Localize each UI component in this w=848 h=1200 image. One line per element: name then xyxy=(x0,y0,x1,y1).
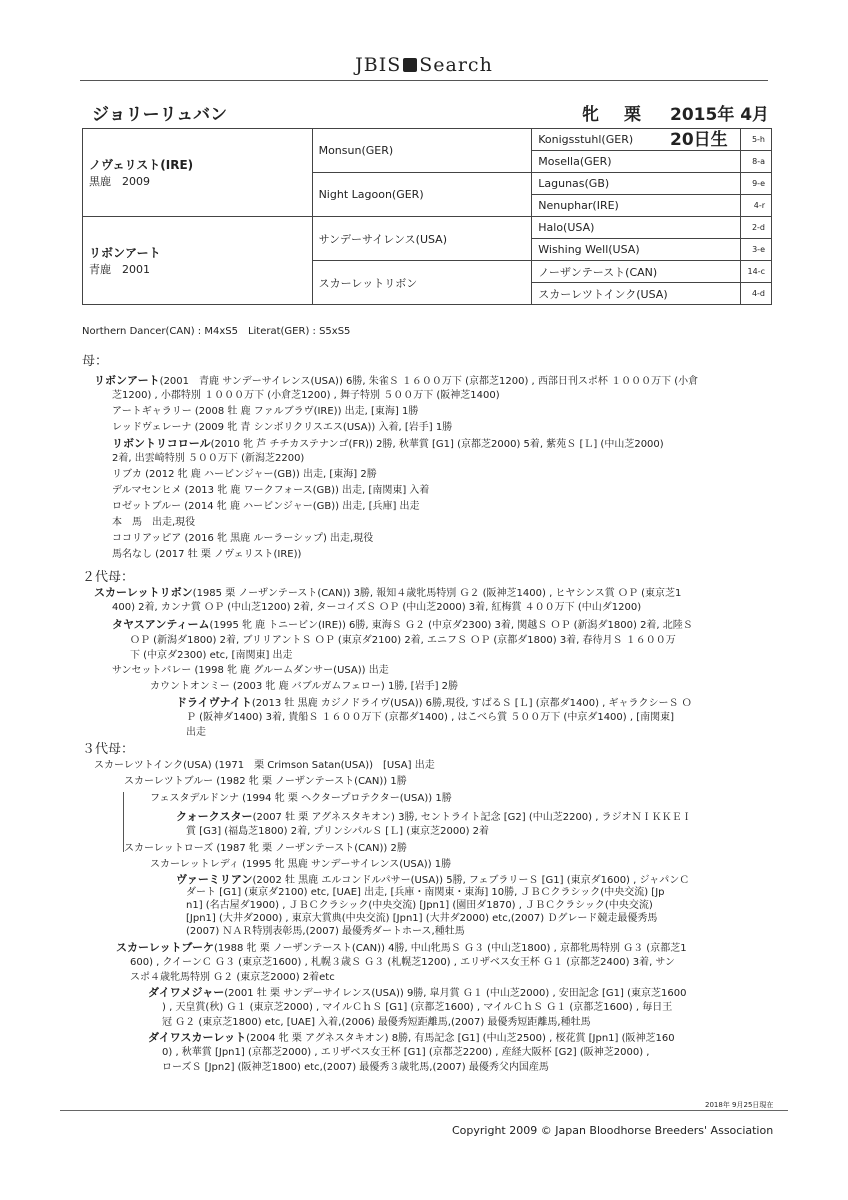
family-number: 9-e xyxy=(741,173,772,195)
record-entry-named xyxy=(148,1030,675,1046)
record-text: (1995 牝 鹿 トニービン(IRE)) 6勝, 東海Ｓ Ｇ２ (中京ダ2300) 3着, 関越Ｓ ＯＰ (新潟ダ1800) 2着, 北陸Ｓ xyxy=(209,620,693,631)
footer-divider xyxy=(60,1110,788,1111)
record-text: 下 (中京ダ2300) etc, [南関東] 出走 xyxy=(130,650,293,661)
record-text: デルマセンヒメ (2013 牝 鹿 ワークフォース(GB)) 出走, [南関東] 入着 xyxy=(112,485,430,496)
record-text: 馬名なし (2017 牡 栗 ノヴェリスト(IRE)) xyxy=(112,549,302,560)
section-gen2: ２代母： xyxy=(82,570,135,585)
section-dam: 母： xyxy=(82,354,109,369)
record-text: [Jpn1] (大井ダ2000) , 東京大賞典(中央交流) [Jpn1] (大井ダ2000) etc,(2007) Ｄグレード競走最優秀馬 xyxy=(186,913,658,924)
record-text: (2001 青鹿 サンデーサイレンス(USA)) 6勝, 朱雀Ｓ １６００万下 (京都芝1200) , 西部日刊スポ杯 １０００万下 (小倉 xyxy=(159,376,699,387)
record-line xyxy=(186,725,206,740)
record-line xyxy=(112,499,420,514)
record-text: (2007) ＮＡＲ特別表彰馬,(2007) 最優秀ダートホース,種牡馬 xyxy=(186,926,465,937)
family-number: 3-e xyxy=(741,239,772,261)
gen3-cell: スカーレツトインク(USA) xyxy=(532,283,741,305)
record-line xyxy=(112,547,301,562)
record-line xyxy=(112,483,429,498)
family-number: 5-h xyxy=(741,129,772,151)
section-gen3: ３代母： xyxy=(82,742,135,757)
dam-cell: リボンアート 青鹿 2001 xyxy=(83,217,313,305)
record-text: (1985 栗 ノーザンテースト(CAN)) 3勝, 報知４歳牝馬特別 Ｇ２ (阪神芝1400) , ヒヤシンス賞 ＯＰ (東京芝1 xyxy=(192,588,682,599)
record-line xyxy=(130,648,293,663)
horse-name: リボンアート xyxy=(94,374,160,387)
record-line xyxy=(130,633,676,648)
family-number: 8-a xyxy=(741,151,772,173)
record-text: 芝1200) , 小郡特別 １０００万下 (小倉芝1200) , 舞子特別 ５００万下 (阪神芝1400) xyxy=(112,390,500,401)
record-text: 冠 Ｇ２ (東京芝1800) etc, [UAE] 入着,(2006) 最優秀短距離馬,(2007) 最優秀短距離馬,種牡馬 xyxy=(162,1017,591,1028)
record-text: (2013 牡 黒鹿 カジノドライヴ(USA)) 6勝,現役, すばるＳ [Ｌ] (京都ダ1400) , ギャラクシーＳ Ｏ xyxy=(251,698,692,709)
horse-name: ダイワメジャー xyxy=(148,986,225,999)
record-line xyxy=(130,970,335,985)
record-text: ココリアッピア (2016 牝 黒鹿 ルーラーシップ) 出走,現役 xyxy=(112,533,374,544)
record-entry-named xyxy=(112,617,693,633)
record-text: 2着, 出雲崎特別 ５００万下 (新潟芝2200) xyxy=(112,453,305,464)
record-text: サンセットバレー (1998 牝 鹿 グルームダンサー(USA)) 出走 xyxy=(112,665,389,676)
record-line xyxy=(162,1015,591,1030)
header-divider xyxy=(80,80,768,81)
record-text: カウントオンミー (2003 牝 鹿 バブルガムフェロー) 1勝, [岩手] 2勝 xyxy=(150,681,459,692)
record-line xyxy=(150,857,451,872)
record-text: スカーレットローズ (1987 牝 栗 ノーザンテースト(CAN)) 2勝 xyxy=(124,843,407,854)
record-text: 本 馬 出走,現役 xyxy=(112,517,196,528)
record-text: Ｐ (阪神ダ1400) 3着, 貴船Ｓ １６００万下 (京都ダ1400) , はこべら賞 ５００万下 (中京ダ1400) , [南関東] xyxy=(186,712,675,723)
record-text: レッドヴェレーナ (2009 牝 青 シンボリクリスエス(USA)) 入着, [岩手] 1勝 xyxy=(112,422,453,433)
logo-mark-icon xyxy=(403,58,417,72)
sire-dam-cell: Night Lagoon(GER) xyxy=(312,173,532,217)
record-line xyxy=(124,841,407,856)
record-entry-named xyxy=(116,940,687,956)
record-line xyxy=(162,1060,549,1075)
record-text: 出走 xyxy=(186,727,206,738)
horse-sex-color: 牝 栗 xyxy=(582,105,645,125)
record-line xyxy=(112,404,418,419)
dam-dam-cell: スカーレットリボン xyxy=(312,261,532,305)
horse-name: スカーレットリボン xyxy=(94,586,193,599)
record-line xyxy=(112,451,304,466)
sire-sire-cell: Monsun(GER) xyxy=(312,129,532,173)
record-text: ) , 天皇賞(秋) Ｇ１ (東京芝2000) , マイルＣｈＳ [G1] (京都芝1600) , マイルＣｈＳ Ｇ１ (京都芝1600) , 毎日王 xyxy=(162,1002,673,1013)
record-line xyxy=(162,1045,650,1060)
record-entry-named xyxy=(176,695,692,711)
gen3-cell: Halo(USA) xyxy=(532,217,741,239)
record-text: (2002 牡 黒鹿 エルコンドルパサー(USA)) 5勝, フェブラリーＳ [G1] (東京ダ1600) , ジャパンＣ xyxy=(252,875,690,886)
horse-name: タヤスアンティーム xyxy=(112,618,210,631)
record-text: ダート [G1] (東京ダ2100) etc, [UAE] 出走, [兵庫・南関東・東海] 10勝, ＪＢＣクラシック(中央交流) [Jp xyxy=(186,887,665,898)
record-text: (2001 牡 栗 サンデーサイレンス(USA)) 9勝, 皐月賞 Ｇ１ (中山芝2000) , 安田記念 [G1] (東京芝1600 xyxy=(224,988,687,999)
gen3-cell: Konigsstuhl(GER) xyxy=(532,129,741,151)
horse-name: リボントリコロール xyxy=(112,437,211,450)
record-line xyxy=(112,515,195,530)
record-text: スポ４歳牝馬特別 Ｇ２ (東京芝2000) 2着etc xyxy=(130,972,335,983)
record-line xyxy=(112,420,452,435)
record-text: ロゼットブルー (2014 牝 鹿 ハービンジャー(GB)) 出走, [兵庫] 出走 xyxy=(112,501,420,512)
record-line xyxy=(150,791,452,806)
pedigree-table xyxy=(82,128,772,305)
horse-name: スカーレットブーケ xyxy=(116,941,215,954)
record-text: スカーレットレディ (1995 牝 黒鹿 サンデーサイレンス(USA)) 1勝 xyxy=(150,859,452,870)
dam-sire-cell: サンデーサイレンス(USA) xyxy=(312,217,532,261)
record-line xyxy=(112,531,373,546)
record-text: 0) , 秋華賞 [Jpn1] (京都芝2000) , エリザベス女王杯 [G1] (京都芝2200) , 産経大阪杯 [G2] (阪神芝2000) , xyxy=(162,1047,650,1058)
record-text: 400) 2着, カンナ賞 ＯＰ (中山芝1200) 2着, ターコイズＳ ＯＰ (中山芝2000) 3着, 紅梅賞 ４００万下 (中山ダ1200) xyxy=(112,602,642,613)
record-text: 賞 [G3] (福島芝1800) 2着, プリンシパルＳ [Ｌ] (東京芝2000) 2着 xyxy=(186,826,490,837)
gen3-cell: Wishing Well(USA) xyxy=(532,239,741,261)
gen3-cell: ノーザンテースト(CAN) xyxy=(532,261,741,283)
gen3-cell: Mosella(GER) xyxy=(532,151,741,173)
record-text: ＯＰ (新潟ダ1800) 2着, ブリリアントＳ ＯＰ (東京ダ2100) 2着, エニフＳ ＯＰ (京都ダ1800) 3着, 春待月Ｓ １６００万 xyxy=(130,635,676,646)
sire-cell: ノヴェリスト(IRE) 黒鹿 2009 xyxy=(83,129,313,217)
record-text: ローズＳ [Jpn2] (阪神芝1800) etc,(2007) 最優秀３歳牝馬,(2007) 最優秀父内国産馬 xyxy=(162,1062,549,1073)
as-of-date: 2018年 9月25日現在 xyxy=(705,1101,774,1109)
record-line xyxy=(150,679,458,694)
family-number: 2-d xyxy=(741,217,772,239)
horse-name: クォークスター xyxy=(176,810,253,823)
family-number: 4-r xyxy=(741,195,772,217)
record-text: スカーレツトブルー (1982 牝 栗 ノーザンテースト(CAN)) 1勝 xyxy=(124,776,407,787)
inbreeding-note: Northern Dancer(CAN) : M4xS5 Literat(GER) : S5xS5 xyxy=(82,326,351,337)
record-text: フェスタデルドンナ (1994 牝 栗 ヘクタープロテクター(USA)) 1勝 xyxy=(150,793,452,804)
gen3-cell: Lagunas(GB) xyxy=(532,173,741,195)
jbis-logo: JBIS Search xyxy=(355,54,493,76)
record-line xyxy=(186,824,489,839)
horse-birthdate: 2015年 4月20日生 xyxy=(670,105,770,150)
record-text: (2007 牡 栗 アグネスタキオン) 3勝, セントライト記念 [G2] (中山芝2200) , ラジオＮＩＫＫＥＩ xyxy=(252,812,692,823)
record-text: スカーレツトインク(USA) (1971 栗 Crimson Satan(USA)) [USA] 出走 xyxy=(94,760,435,771)
record-line xyxy=(130,955,675,970)
record-entry-named xyxy=(112,436,664,452)
record-entry-named xyxy=(148,985,686,1001)
record-line xyxy=(124,774,407,789)
record-text: 600) , クイーンＣ Ｇ３ (東京芝1600) , 札幌３歳Ｓ Ｇ３ (札幌芝1200) , エリザベス女王杯 Ｇ１ (京都芝2400) 3着, サン xyxy=(130,957,675,968)
record-line xyxy=(186,710,674,725)
record-line xyxy=(112,467,377,482)
record-line xyxy=(94,758,435,773)
record-text: (2004 牝 栗 アグネスタキオン) 8勝, 有馬記念 [G1] (中山芝2500) , 桜花賞 [Jpn1] (阪神芝160 xyxy=(246,1033,675,1044)
copyright: Copyright 2009 © Japan Bloodhorse Breeders' Association xyxy=(452,1124,774,1137)
horse-name: ダイワスカーレット xyxy=(148,1031,247,1044)
record-line xyxy=(162,1000,672,1015)
record-text: (1988 牝 栗 ノーザンテースト(CAN)) 4勝, 中山牝馬Ｓ Ｇ３ (中山芝1800) , 京都牝馬特別 Ｇ３ (京都芝1 xyxy=(214,943,687,954)
horse-name: ヴァーミリアン xyxy=(176,873,253,886)
record-entry-named xyxy=(94,373,698,389)
record-entry-named xyxy=(94,585,681,601)
record-text: リブカ (2012 牝 鹿 ハービンジャー(GB)) 出走, [東海] 2勝 xyxy=(112,469,377,480)
record-line xyxy=(186,924,465,939)
family-number: 4-d xyxy=(741,283,772,305)
family-number: 14-c xyxy=(741,261,772,283)
record-text: n1] (名古屋ダ1900) , ＪＢＣクラシック(中央交流) [Jpn1] (園田ダ1870) , ＪＢＣクラシック(中央交流) xyxy=(186,900,653,911)
horse-name: ドライヴナイト xyxy=(176,696,252,709)
gen3-cell: Nenuphar(IRE) xyxy=(532,195,741,217)
record-line xyxy=(112,663,389,678)
record-entry-named xyxy=(176,809,692,825)
horse-name: ジョリーリュバン xyxy=(92,105,228,125)
record-text: アートギャラリー (2008 牡 鹿 ファルブラヴ(IRE)) 出走, [東海] 1勝 xyxy=(112,406,419,417)
record-text: (2010 牝 芦 チチカステナンゴ(FR)) 2勝, 秋華賞 [G1] (京都芝2000) 5着, 紫苑Ｓ [Ｌ] (中山芝2000) xyxy=(210,439,664,450)
record-line xyxy=(112,388,500,403)
record-line xyxy=(112,600,641,615)
